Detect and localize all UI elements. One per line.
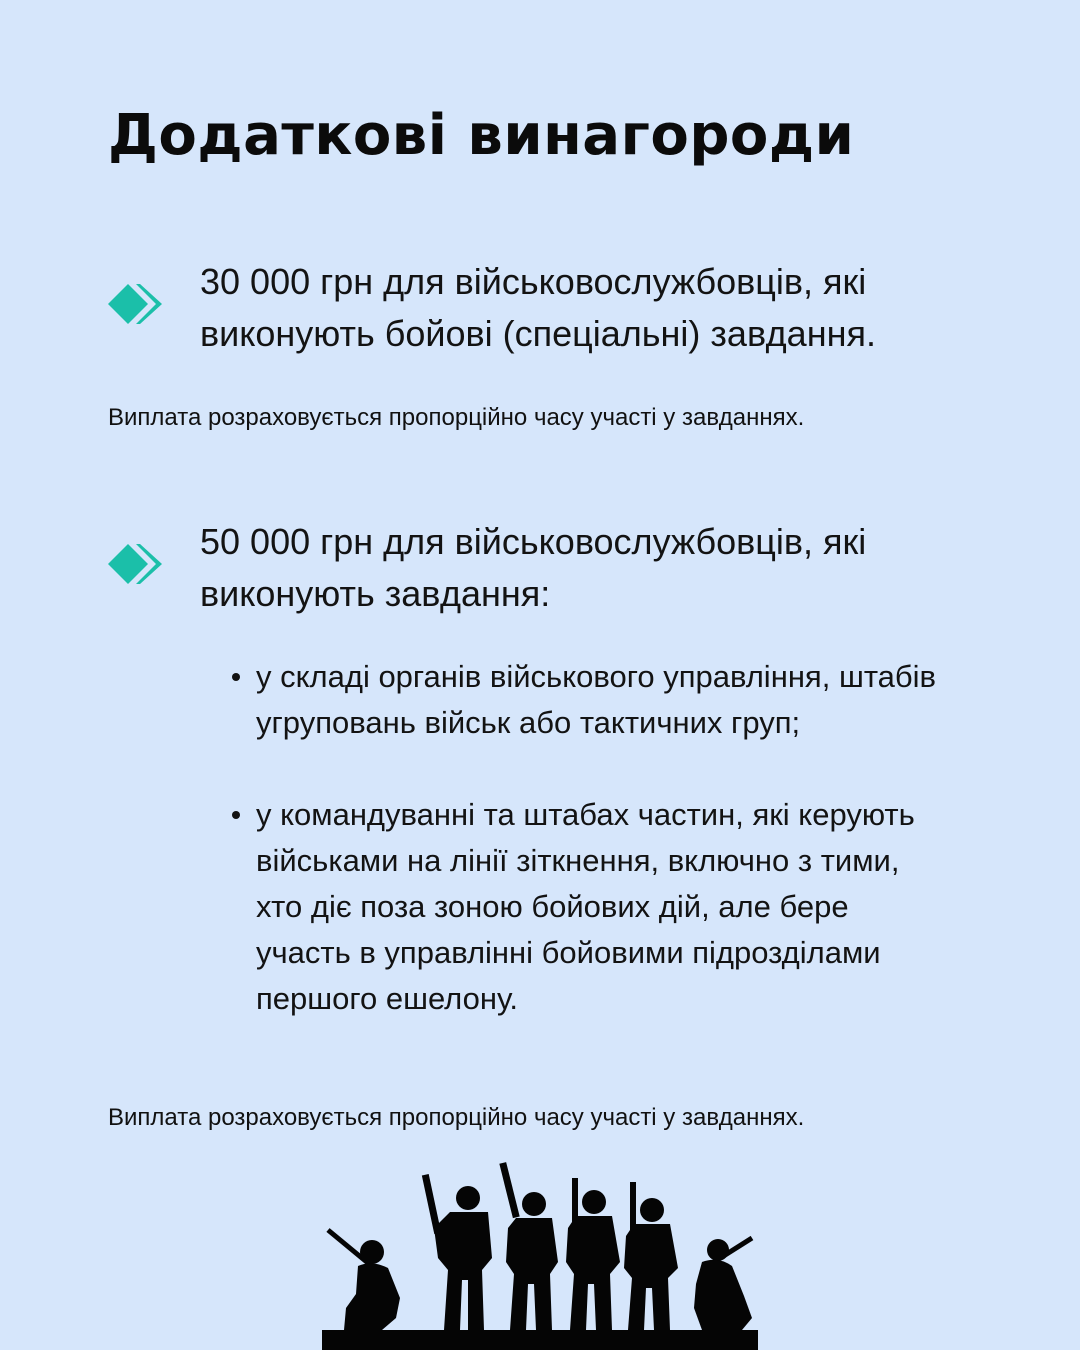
bullet-dot	[232, 811, 240, 819]
list-item-text: у складі органів військового управління, штабів угруповань військ або тактичних груп;	[256, 659, 937, 740]
task-list	[228, 654, 948, 1022]
double-chevron-right-icon	[108, 282, 168, 326]
double-chevron-right-icon	[108, 542, 168, 586]
reward-text: 30 000 грн для військовослужбовців, які виконують бойові (спеціальні) завдання.	[200, 261, 876, 354]
payment-note: Виплата розраховується пропорційно часу участі у завданнях.	[108, 404, 805, 431]
reward-item-30000	[108, 256, 988, 360]
list-item	[228, 792, 948, 1022]
list-item-text: у командуванні та штабах частин, які керують військами на лінії зіткнення, включно з тими, хто діє поза зоною бойових дій, але бере участь в управлінні бойовими підрозділами першого ешелону.	[256, 797, 915, 1016]
soldiers-silhouette-icon	[322, 1158, 758, 1350]
list-item	[228, 654, 948, 746]
payment-note: Виплата розраховується пропорційно часу участі у завданнях.	[108, 1104, 805, 1131]
reward-text: 50 000 грн для військовослужбовців, які виконують завдання:	[200, 521, 867, 614]
page-title: Додаткові винагороди	[108, 103, 855, 168]
bullet-dot	[232, 673, 240, 681]
reward-item-50000	[108, 516, 988, 620]
